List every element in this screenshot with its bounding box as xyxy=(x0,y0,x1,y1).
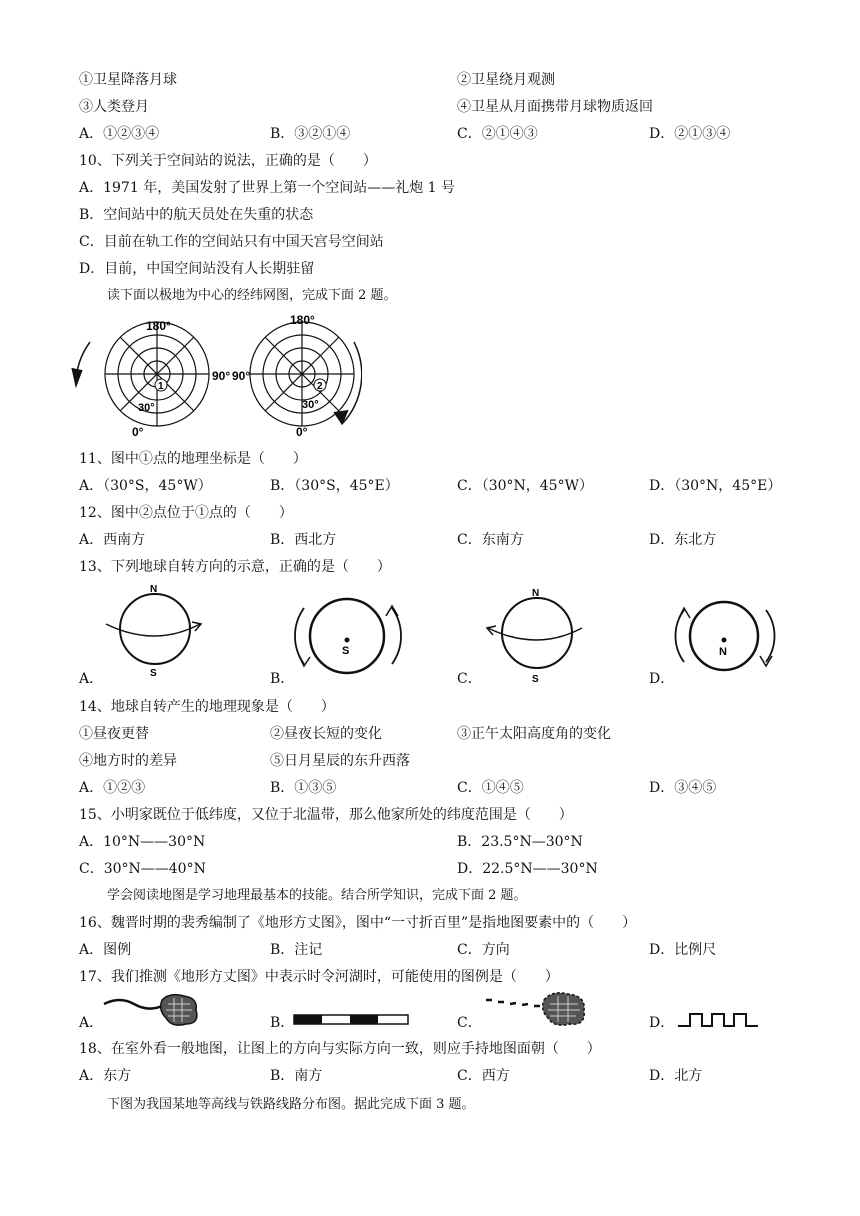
right-label-180: 180° xyxy=(290,313,315,327)
q9-item-1: ①卫星降落月球 xyxy=(79,72,177,88)
q17-stem: 17、我们推测《地形方丈图》中表示时令河湖时，可能使用的图例是（ ） xyxy=(79,969,559,985)
rotation-diagram-b xyxy=(288,590,408,680)
q9-option-d[interactable]: D．②①③④ xyxy=(649,126,731,142)
pole-label: S xyxy=(342,645,350,657)
q12-option-a[interactable]: A．西南方 xyxy=(79,532,146,548)
legend-b-scale-bar xyxy=(292,1012,412,1028)
rotation-diagram-c xyxy=(482,586,592,686)
right-label-30: 30° xyxy=(302,399,319,411)
q14-stem: 14、地球自转产生的地理现象是（ ） xyxy=(79,699,335,715)
q11-option-d[interactable]: D．（30°N，45°E） xyxy=(649,478,782,494)
q17-option-d[interactable]: D． xyxy=(649,1015,675,1031)
q11-option-b[interactable]: B．（30°S，45°E） xyxy=(270,478,399,494)
q11-option-a[interactable]: A．（30°S，45°W） xyxy=(79,478,212,494)
q13-stem: 13、下列地球自转方向的示意，正确的是（ ） xyxy=(79,559,391,575)
q16-option-a[interactable]: A．图例 xyxy=(79,942,132,958)
pole-label: N xyxy=(150,584,158,595)
q9-item-2: ②卫星绕月观测 xyxy=(457,72,555,88)
q10-stem: 10、下列关于空间站的说法，正确的是（ ） xyxy=(79,153,377,169)
q15-option-d[interactable]: D．22.5°N——30°N xyxy=(457,861,598,877)
q16-option-d[interactable]: D．比例尺 xyxy=(649,942,717,958)
q18-option-c[interactable]: C．西方 xyxy=(457,1068,510,1084)
q13-option-b[interactable]: B． xyxy=(270,671,295,687)
q14-item-1: ①昼夜更替 xyxy=(79,726,149,742)
point-1-label: 1 xyxy=(158,381,164,392)
q12-option-b[interactable]: B．西北方 xyxy=(270,532,337,548)
q10-option-d[interactable]: D．目前，中国空间站没有人长期驻留 xyxy=(79,261,315,277)
right-label-90: 90° xyxy=(232,369,251,383)
q10-option-a[interactable]: A．1971 年，美国发射了世界上第一个空间站——礼炮 1 号 xyxy=(79,180,455,196)
q10-option-c[interactable]: C．目前在轨工作的空间站只有中国天宫号空间站 xyxy=(79,234,384,250)
q11-stem: 11、图中①点的地理坐标是（ ） xyxy=(79,451,307,467)
q15-option-a[interactable]: A．10°N——30°N xyxy=(79,834,206,850)
q18-stem: 18、在室外看一般地图，让图上的方向与实际方向一致，则应手持地图面朝（ ） xyxy=(79,1041,601,1057)
intro-11-12: 读下面以极地为中心的经纬网图，完成下面 2 题。 xyxy=(107,288,397,303)
rotation-diagram-d xyxy=(670,596,780,676)
legend-a-river-lake xyxy=(100,990,210,1030)
intro-16-18: 学会阅读地图是学习地理最基本的技能。结合所学知识，完成下面 2 题。 xyxy=(107,888,527,903)
polar-grid-figure xyxy=(62,312,362,440)
q14-item-3: ③正午太阳高度角的变化 xyxy=(457,726,611,742)
left-label-30: 30° xyxy=(138,402,155,414)
q15-option-b[interactable]: B．23.5°N—30°N xyxy=(457,834,583,850)
q12-option-c[interactable]: C．东南方 xyxy=(457,532,524,548)
left-label-180: 180° xyxy=(146,319,171,333)
legend-d-wall-symbol xyxy=(676,1010,760,1030)
q15-stem: 15、小明家既位于低纬度，又位于北温带，那么他家所处的纬度范围是（ ） xyxy=(79,807,573,823)
q9-option-c[interactable]: C．②①④③ xyxy=(457,126,538,142)
q14-option-c[interactable]: C．①④⑤ xyxy=(457,780,524,796)
right-label-0: 0° xyxy=(296,425,308,439)
q11-option-c[interactable]: C．（30°N，45°W） xyxy=(457,478,593,494)
q18-option-d[interactable]: D．北方 xyxy=(649,1068,703,1084)
q12-option-d[interactable]: D．东北方 xyxy=(649,532,717,548)
pole-label: N xyxy=(532,588,540,599)
q15-option-c[interactable]: C．30°N——40°N xyxy=(79,861,206,877)
q17-option-a[interactable]: A． xyxy=(79,1015,104,1031)
left-label-90: 90° xyxy=(212,369,231,383)
q9-item-4: ④卫星从月面携带月球物质返回 xyxy=(457,99,653,115)
left-label-0: 0° xyxy=(132,425,144,439)
q16-option-c[interactable]: C．方向 xyxy=(457,942,510,958)
pole-label: N xyxy=(719,646,727,658)
q17-option-b[interactable]: B． xyxy=(270,1015,295,1031)
q14-item-5: ⑤日月星辰的东升西落 xyxy=(270,753,410,769)
q12-stem: 12、图中②点位于①点的（ ） xyxy=(79,505,293,521)
q16-stem: 16、魏晋时期的裴秀编制了《地形方丈图》，图中“一寸折百里”是指地图要素中的（ ） xyxy=(79,915,637,931)
point-2-label: 2 xyxy=(317,381,323,392)
q9-option-a[interactable]: A．①②③④ xyxy=(79,126,160,142)
q14-item-4: ④地方时的差异 xyxy=(79,753,177,769)
intro-19: 下图为我国某地等高线与铁路线路分布图。据此完成下面 3 题。 xyxy=(107,1097,475,1112)
pole-label: S xyxy=(150,668,157,679)
q13-option-c[interactable]: C． xyxy=(457,671,482,687)
legend-c-seasonal-river-lake xyxy=(482,990,594,1030)
rotation-diagram-a xyxy=(100,582,210,682)
q14-item-2: ②昼夜长短的变化 xyxy=(270,726,382,742)
q13-option-a[interactable]: A． xyxy=(79,671,104,687)
q9-item-3: ③人类登月 xyxy=(79,99,149,115)
pole-label: S xyxy=(532,674,539,685)
q14-option-b[interactable]: B．①③⑤ xyxy=(270,780,337,796)
q18-option-a[interactable]: A．东方 xyxy=(79,1068,132,1084)
q10-option-b[interactable]: B．空间站中的航天员处在失重的状态 xyxy=(79,207,314,223)
q14-option-d[interactable]: D．③④⑤ xyxy=(649,780,717,796)
q17-option-c[interactable]: C． xyxy=(457,1015,482,1031)
q18-option-b[interactable]: B．南方 xyxy=(270,1068,323,1084)
q16-option-b[interactable]: B．注记 xyxy=(270,942,323,958)
q13-option-d[interactable]: D． xyxy=(649,671,675,687)
q14-option-a[interactable]: A．①②③ xyxy=(79,780,146,796)
q9-option-b[interactable]: B．③②①④ xyxy=(270,126,351,142)
